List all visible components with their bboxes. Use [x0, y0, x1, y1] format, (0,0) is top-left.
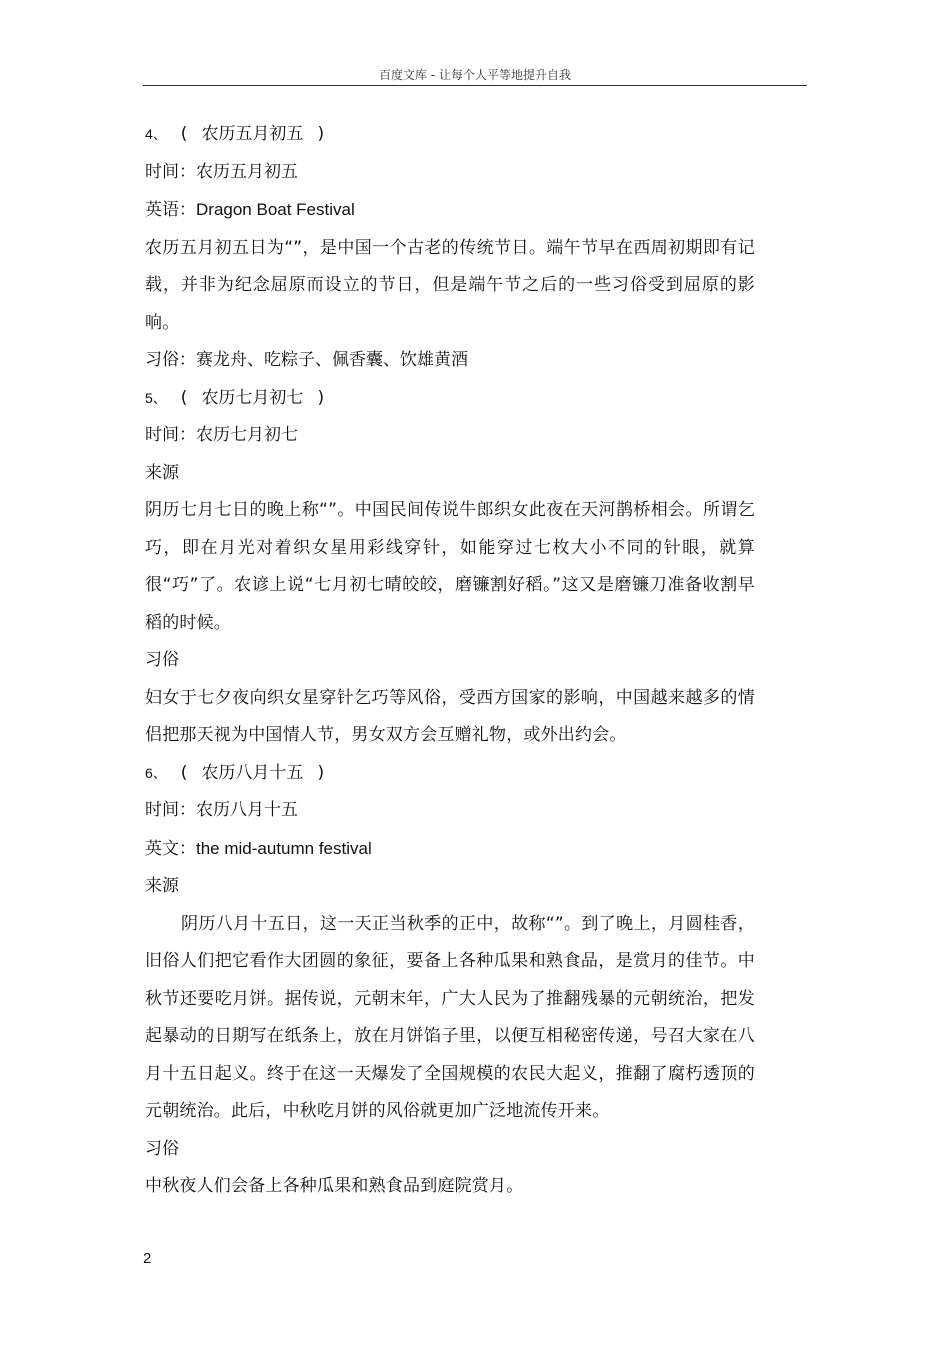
- paren-close: ): [317, 762, 325, 783]
- section-heading: [145, 755, 755, 793]
- paren-open: (: [180, 387, 188, 408]
- paren-close: ): [317, 387, 325, 408]
- section-title: 农历八月十五: [201, 762, 304, 783]
- english-label: 英语：: [145, 200, 196, 220]
- time-line: [145, 417, 755, 455]
- section-heading: [145, 116, 755, 154]
- time-label: 时间：: [145, 161, 196, 182]
- custom-label: 习俗: [145, 650, 179, 670]
- custom-body: 中秋夜人们会备上各种瓜果和熟食品到庭院赏月。: [145, 1176, 524, 1196]
- section-title: 农历七月初七: [201, 387, 304, 408]
- time-label: 时间：: [145, 425, 196, 445]
- section-number: 6、: [145, 764, 167, 781]
- source-label: 来源: [145, 462, 179, 483]
- time-line: [145, 792, 755, 830]
- time-value: 农历五月初五: [196, 161, 298, 182]
- english-value: Dragon Boat Festival: [196, 200, 355, 219]
- paren-close: ): [317, 124, 325, 144]
- section-body: 阴历七月七日的晚上称“”。中国民间传说牛郎织女此夜在天河鹊桥相会。所谓乞巧，即在月光对着织女星用彩线穿针，如能穿过七枚大小不同的针眼，就算很“巧”了。农谚上说“七月初七晴皎皎，磨镰割好稻。”这又是磨镰刀准备收割早稻的时候。: [145, 500, 755, 633]
- section-body: 阴历八月十五日，这一天正当秋季的正中，故称“”。到了晚上，月圆桂香，旧俗人们把它看作大团圆的象征，要备上各种瓜果和熟食品，是赏月的佳节。中秋节还要吃月饼。据传说，元朝末年，广大人民为了推翻残暴的元朝统治，把发起暴动的日期写在纸条上，放在月饼馅子里，以便互相秘密传递，号召大家在八月十五日起义。终于在这一天爆发了全国规模的农民大起义，推翻了腐朽透顶的元朝统治。此后，中秋吃月饼的风俗就更加广泛地流传开来。: [145, 913, 755, 1121]
- page-header: 百度文库 - 让每个人平等地提升自我: [379, 68, 571, 82]
- header-divider: [143, 85, 807, 86]
- page-number: 2: [143, 1250, 152, 1267]
- section-body: 农历五月初五日为“”，是中国一个古老的传统节日。端午节早在西周初期即有记载，并非为纪念屈原而设立的节日，但是端午节之后的一些习俗受到屈原的影响。: [145, 237, 755, 333]
- time-value: 农历七月初七: [196, 425, 298, 445]
- custom-line: 习俗：赛龙舟、吃粽子、佩香囊、饮雄黄酒: [145, 350, 468, 370]
- english-line: [145, 830, 755, 869]
- section-number: 4、: [145, 126, 167, 142]
- custom-label: 习俗: [145, 1138, 179, 1159]
- english-line: [145, 191, 755, 230]
- time-line: [145, 154, 755, 192]
- english-value: the mid-autumn festival: [196, 838, 372, 858]
- document-body: [145, 116, 755, 1206]
- section-title: 农历五月初五: [201, 124, 304, 144]
- section-number: 5、: [145, 389, 167, 406]
- time-label: 时间：: [145, 800, 196, 820]
- time-value: 农历八月十五: [196, 800, 298, 820]
- paren-open: (: [180, 124, 188, 144]
- english-label: 英文：: [145, 838, 196, 859]
- section-heading: [145, 380, 755, 418]
- paren-open: (: [180, 762, 188, 783]
- source-label: 来源: [145, 876, 179, 896]
- custom-body: 妇女于七夕夜向织女星穿针乞巧等风俗，受西方国家的影响，中国越来越多的情侣把那天视为中国情人节，男女双方会互赠礼物，或外出约会。: [145, 687, 755, 745]
